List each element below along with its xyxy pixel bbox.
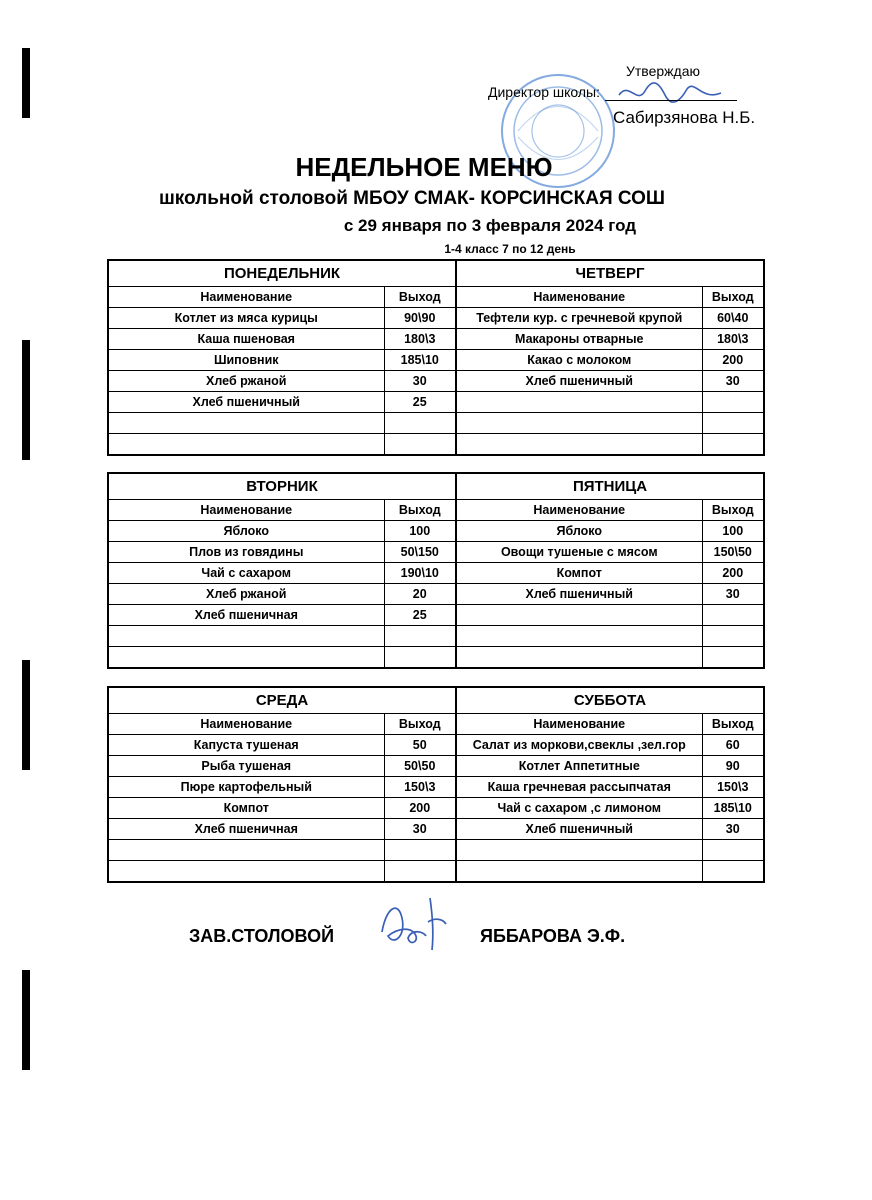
footer-name: ЯББАРОВА Э.Ф. (480, 926, 626, 946)
dish-output: 185\10 (702, 798, 764, 819)
dish-output: 20 (384, 584, 456, 605)
page-title: НЕДЕЛЬНОЕ МЕНЮ (295, 152, 553, 182)
dish-name: Котлет из мяса курицы (108, 308, 384, 329)
table-row (108, 413, 764, 434)
dish-name (456, 392, 702, 413)
table-row (108, 756, 764, 777)
column-header-output: Выход (702, 714, 764, 735)
dish-name: Хлеб пшеничный (456, 371, 702, 392)
table-row (108, 350, 764, 371)
dish-name: Каша гречневая рассыпчатая (456, 777, 702, 798)
column-header-name: Наименование (108, 714, 384, 735)
dish-name: Макароны отварные (456, 329, 702, 350)
dish-output: 150\3 (384, 777, 456, 798)
table-row (108, 521, 764, 542)
page-subtitle: школьной столовой МБОУ СМАК- КОРСИНСКАЯ СОШ (158, 188, 666, 209)
column-header-name: Наименование (108, 287, 384, 308)
dish-output: 30 (702, 371, 764, 392)
dish-name: Хлеб ржаной (108, 584, 384, 605)
signature-line (605, 100, 737, 101)
dish-output: 90 (702, 756, 764, 777)
dish-output: 100 (384, 521, 456, 542)
column-header-name: Наименование (456, 500, 702, 521)
day-title: ВТОРНИК (108, 473, 456, 500)
dish-output: 150\50 (702, 542, 764, 563)
dish-output: 100 (702, 521, 764, 542)
dish-name: Плов из говядины (108, 542, 384, 563)
day-title: СРЕДА (108, 687, 456, 714)
dish-output: 150\3 (702, 777, 764, 798)
dish-name: Компот (108, 798, 384, 819)
dish-output: 180\3 (702, 329, 764, 350)
table-row (108, 308, 764, 329)
table-row (108, 735, 764, 756)
director-label: Директор школы: (488, 84, 600, 100)
dish-name: Хлеб пшеничный (456, 819, 702, 840)
dish-name (456, 413, 702, 434)
column-header-name: Наименование (456, 287, 702, 308)
dish-name: Капуста тушеная (108, 735, 384, 756)
table-row (108, 329, 764, 350)
dish-name: Компот (456, 563, 702, 584)
menu-table-tue-fri (107, 472, 765, 669)
dish-name (108, 626, 384, 647)
dish-output (702, 434, 764, 456)
dish-name (456, 605, 702, 626)
dish-name (456, 626, 702, 647)
table-row (108, 542, 764, 563)
dish-name (456, 647, 702, 669)
table-row (108, 392, 764, 413)
table-row (108, 605, 764, 626)
dish-output (702, 626, 764, 647)
dish-name: Какао с молоком (456, 350, 702, 371)
director-signature-icon (615, 75, 725, 109)
table-row (108, 626, 764, 647)
dish-output: 50 (384, 735, 456, 756)
dish-name (456, 840, 702, 861)
dish-output: 180\3 (384, 329, 456, 350)
dish-name: Рыба тушеная (108, 756, 384, 777)
table-row (108, 563, 764, 584)
table-row (108, 371, 764, 392)
dish-name: Пюре картофельный (108, 777, 384, 798)
dish-output: 90\90 (384, 308, 456, 329)
approve-word: Утверждаю (626, 63, 700, 79)
dish-name: Яблоко (456, 521, 702, 542)
day-title: ПОНЕДЕЛЬНИК (108, 260, 456, 287)
dish-name: Тефтели кур. с гречневой крупой (456, 308, 702, 329)
dish-name: Чай с сахаром (108, 563, 384, 584)
class-info: 1-4 класс 7 по 12 день (444, 242, 576, 256)
column-header-output: Выход (702, 500, 764, 521)
menu-table-wed-sat (107, 686, 765, 883)
dish-output (384, 413, 456, 434)
dish-output: 60\40 (702, 308, 764, 329)
dish-output (384, 840, 456, 861)
dish-output: 30 (702, 819, 764, 840)
dish-output (702, 840, 764, 861)
dish-name (108, 861, 384, 883)
day-title: СУББОТА (456, 687, 764, 714)
table-row (108, 584, 764, 605)
dish-output: 30 (384, 371, 456, 392)
dish-output: 60 (702, 735, 764, 756)
dish-name (108, 647, 384, 669)
dish-name (108, 840, 384, 861)
dish-name: Чай с сахаром ,с лимоном (456, 798, 702, 819)
dish-output: 185\10 (384, 350, 456, 371)
dish-output (384, 647, 456, 669)
dish-name (456, 434, 702, 456)
dish-output: 200 (702, 563, 764, 584)
table-row (108, 777, 764, 798)
dish-output (384, 626, 456, 647)
column-header-output: Выход (384, 714, 456, 735)
dish-name: Каша пшеновая (108, 329, 384, 350)
dish-output (702, 605, 764, 626)
dish-output: 30 (384, 819, 456, 840)
dish-output: 50\50 (384, 756, 456, 777)
dish-name: Яблоко (108, 521, 384, 542)
column-header-name: Наименование (108, 500, 384, 521)
footer-position: ЗАВ.СТОЛОВОЙ (189, 926, 335, 946)
dish-output (702, 861, 764, 883)
dish-name: Хлеб пшеничная (108, 605, 384, 626)
dish-output (384, 434, 456, 456)
column-header-output: Выход (702, 287, 764, 308)
dish-output: 25 (384, 605, 456, 626)
dish-name (108, 413, 384, 434)
dish-output (702, 392, 764, 413)
dish-output: 190\10 (384, 563, 456, 584)
dish-output (702, 413, 764, 434)
dish-name: Хлеб пшеничный (456, 584, 702, 605)
dish-output: 25 (384, 392, 456, 413)
column-header-output: Выход (384, 287, 456, 308)
table-row (108, 819, 764, 840)
column-header-name: Наименование (456, 714, 702, 735)
menu-period: с 29 января по 3 февраля 2024 год (343, 216, 637, 235)
day-title: ПЯТНИЦА (456, 473, 764, 500)
dish-name: Шиповник (108, 350, 384, 371)
dish-name: Хлеб ржаной (108, 371, 384, 392)
dish-name (456, 861, 702, 883)
dish-name (108, 434, 384, 456)
dish-output: 200 (384, 798, 456, 819)
dish-output (384, 861, 456, 883)
dish-name: Котлет Аппетитные (456, 756, 702, 777)
menu-table-mon-thu (107, 259, 765, 456)
table-row (108, 434, 764, 456)
dish-name: Хлеб пшеничный (108, 392, 384, 413)
day-title: ЧЕТВЕРГ (456, 260, 764, 287)
handwritten-signature-icon (372, 888, 462, 958)
dish-output (702, 647, 764, 669)
dish-output: 50\150 (384, 542, 456, 563)
table-row (108, 647, 764, 669)
director-name: Сабирзянова Н.Б. (613, 108, 756, 127)
table-row (108, 840, 764, 861)
dish-output: 30 (702, 584, 764, 605)
dish-output: 200 (702, 350, 764, 371)
table-row (108, 798, 764, 819)
dish-name: Салат из моркови,свеклы ,зел.гор (456, 735, 702, 756)
dish-name: Хлеб пшеничная (108, 819, 384, 840)
dish-name: Овощи тушеные с мясом (456, 542, 702, 563)
column-header-output: Выход (384, 500, 456, 521)
table-row (108, 861, 764, 883)
